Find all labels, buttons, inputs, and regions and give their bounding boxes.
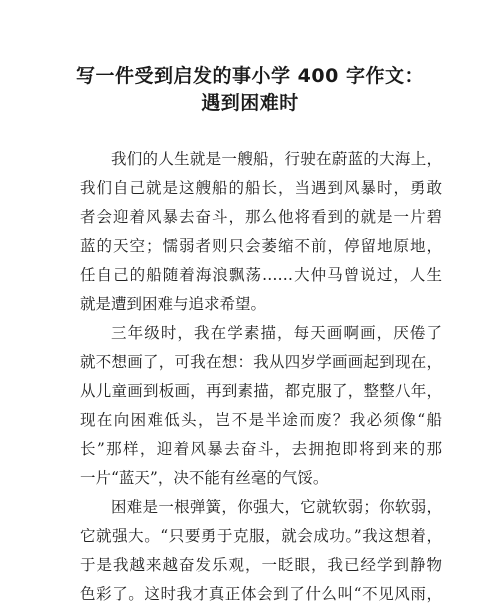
paragraph-1-line-5: 任自己的船随着海浪飘荡……大仲马曾说过，人生 [80,266,442,284]
paragraph-2-line-2: 就不想画了，可我在想：我从四岁学画画起到现在， [80,353,442,371]
paragraph-2-line-6: 一片“蓝天”，决不能有丝毫的气馁。 [80,469,329,487]
article-title-line-2: 遇到困难时 [201,92,299,114]
paragraph-2-line-1: 三年级时，我在学素描，每天画啊画，厌倦了 [111,324,442,342]
paragraph-2-line-4: 现在向困难低头，岂不是半途而废？我必须像“船 [80,411,442,429]
paragraph-2-line-5: 长”那样，迎着风暴去奋斗，去拥抱即将到来的那 [80,440,442,458]
paragraph-3-line-3: 于是我越来越奋发乐观，一眨眼，我已经学到静物 [80,556,442,574]
article-body [80,145,442,609]
paragraph-3-line-1: 困难是一根弹簧，你强大，它就软弱；你软弱， [111,498,442,516]
paragraph-1-line-2: 我们自己就是这艘船的船长，当遇到风暴时，勇敢 [80,179,442,197]
paragraph-1-line-6: 就是遭到困难与追求希望。 [80,295,267,313]
paragraph-1-line-4: 蓝的天空；懦弱者则只会萎缩不前，停留地原地， [80,237,442,255]
article-title-line-1: 写一件受到启发的事小学 400 字作文： [76,65,424,87]
paragraph-1-line-3: 者会迎着风暴去奋斗，那么他将看到的就是一片碧 [80,208,442,226]
paragraph-2-line-3: 从儿童画到板画，再到素描，都克服了，整整八年， [80,382,442,400]
paragraph-3-line-4: 色彩了。这时我才真正体会到了什么叫“不见风雨， [80,585,442,603]
paragraph-3-line-2: 它就强大。“只要勇于克服，就会成功。”我这想着， [80,527,442,545]
paragraph-1-line-1: 我们的人生就是一艘船，行驶在蔚蓝的大海上， [111,150,442,168]
